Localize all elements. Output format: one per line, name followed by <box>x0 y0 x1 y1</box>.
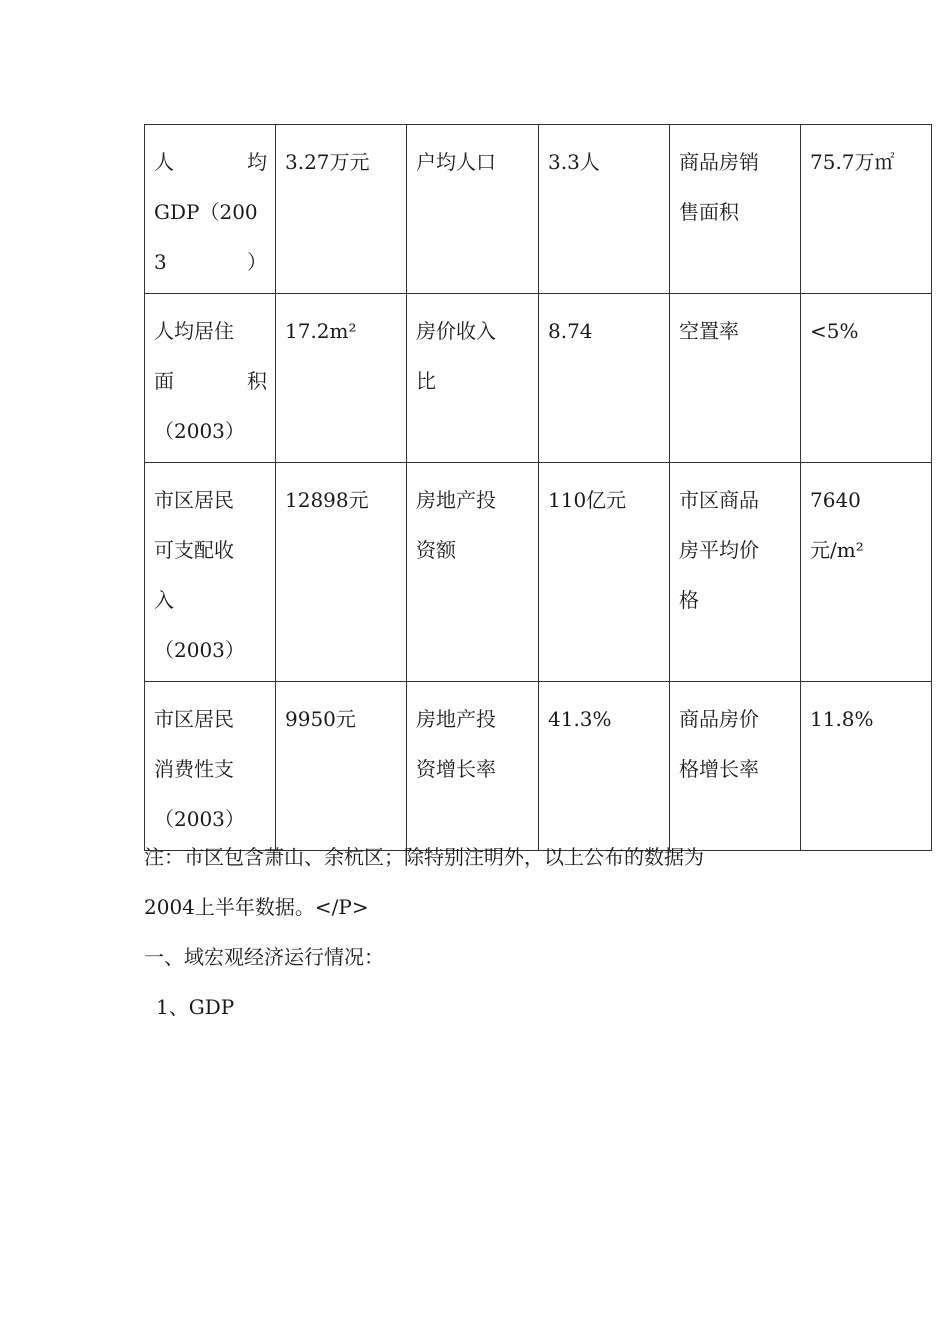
table-cell <box>276 682 407 851</box>
cell-text: 可支配收 <box>154 538 234 562</box>
cell-text: 商品房销 <box>679 150 759 174</box>
table-cell <box>407 125 539 294</box>
table-cell <box>801 682 932 851</box>
table-row <box>145 463 932 682</box>
cell-text: 3 ） <box>154 250 267 274</box>
table-cell <box>801 125 932 294</box>
cell-text: 9950元 <box>285 707 356 731</box>
cell-text: 3.3人 <box>548 150 600 174</box>
cell-text: 售面积 <box>679 200 739 224</box>
cell-text: 消费性支 <box>154 757 234 781</box>
table-cell <box>539 682 670 851</box>
table-cell <box>670 463 801 682</box>
cell-text: （2003） <box>154 807 245 831</box>
table-row <box>145 125 932 294</box>
cell-text: 11.8% <box>810 707 874 731</box>
table-cell <box>276 463 407 682</box>
table-cell <box>670 682 801 851</box>
cell-text: 7640 <box>810 488 861 512</box>
cell-text: 房地产投 <box>416 488 496 512</box>
cell-text: 110亿元 <box>548 488 627 512</box>
cell-text: 3.27万元 <box>285 150 370 174</box>
cell-text: （2003） <box>154 638 245 662</box>
cell-text: 商品房价 <box>679 707 759 731</box>
cell-text: 75.7万㎡ <box>810 150 895 174</box>
cell-text: 市区居民 <box>154 707 234 731</box>
table-cell <box>276 294 407 463</box>
table-cell <box>539 463 670 682</box>
table-cell <box>145 294 276 463</box>
table-row <box>145 294 932 463</box>
table-cell <box>145 463 276 682</box>
table-cell <box>539 125 670 294</box>
note-line-2: 2004上半年数据。</P> <box>144 895 369 919</box>
cell-text: 资增长率 <box>416 757 496 781</box>
cell-text: 空置率 <box>679 319 739 343</box>
cell-text: （2003） <box>154 419 245 443</box>
cell-text: GDP（200 <box>154 200 258 224</box>
cell-text: 41.3% <box>548 707 612 731</box>
table-cell <box>407 294 539 463</box>
cell-text: 17.2m² <box>285 319 357 343</box>
cell-text: 比 <box>416 369 436 393</box>
cell-text: 人 均 <box>154 150 267 174</box>
table-cell <box>145 682 276 851</box>
table-cell <box>670 125 801 294</box>
cell-text: 入 <box>154 588 174 612</box>
cell-text: 人均居住 <box>154 319 234 343</box>
cell-text: 面 积 <box>154 369 267 393</box>
cell-text: 房价收入 <box>416 319 496 343</box>
table-cell <box>407 682 539 851</box>
cell-text: 房平均价 <box>679 538 759 562</box>
cell-text: 资额 <box>416 538 456 562</box>
cell-text: 格增长率 <box>679 757 759 781</box>
cell-text: 户均人口 <box>416 150 496 174</box>
note-line-1: 注：市区包含萧山、余杭区；除特别注明外，以上公布的数据为 <box>144 845 704 869</box>
table-cell <box>801 463 932 682</box>
data-table <box>144 124 932 851</box>
cell-text: 市区商品 <box>679 488 759 512</box>
cell-text: 格 <box>679 588 699 612</box>
table-cell <box>670 294 801 463</box>
table-cell <box>801 294 932 463</box>
cell-text: 市区居民 <box>154 488 234 512</box>
table-cell <box>276 125 407 294</box>
cell-text: 元/m² <box>810 538 864 562</box>
table-row <box>145 682 932 851</box>
table-cell <box>407 463 539 682</box>
cell-text: 8.74 <box>548 319 593 343</box>
table-cell <box>145 125 276 294</box>
section-heading: 一、域宏观经济运行情况： <box>144 945 384 969</box>
subsection-heading: 1、GDP <box>156 995 235 1019</box>
cell-text: <5% <box>810 319 859 343</box>
cell-text: 12898元 <box>285 488 369 512</box>
table-cell <box>539 294 670 463</box>
cell-text: 房地产投 <box>416 707 496 731</box>
note-section <box>144 832 834 1032</box>
